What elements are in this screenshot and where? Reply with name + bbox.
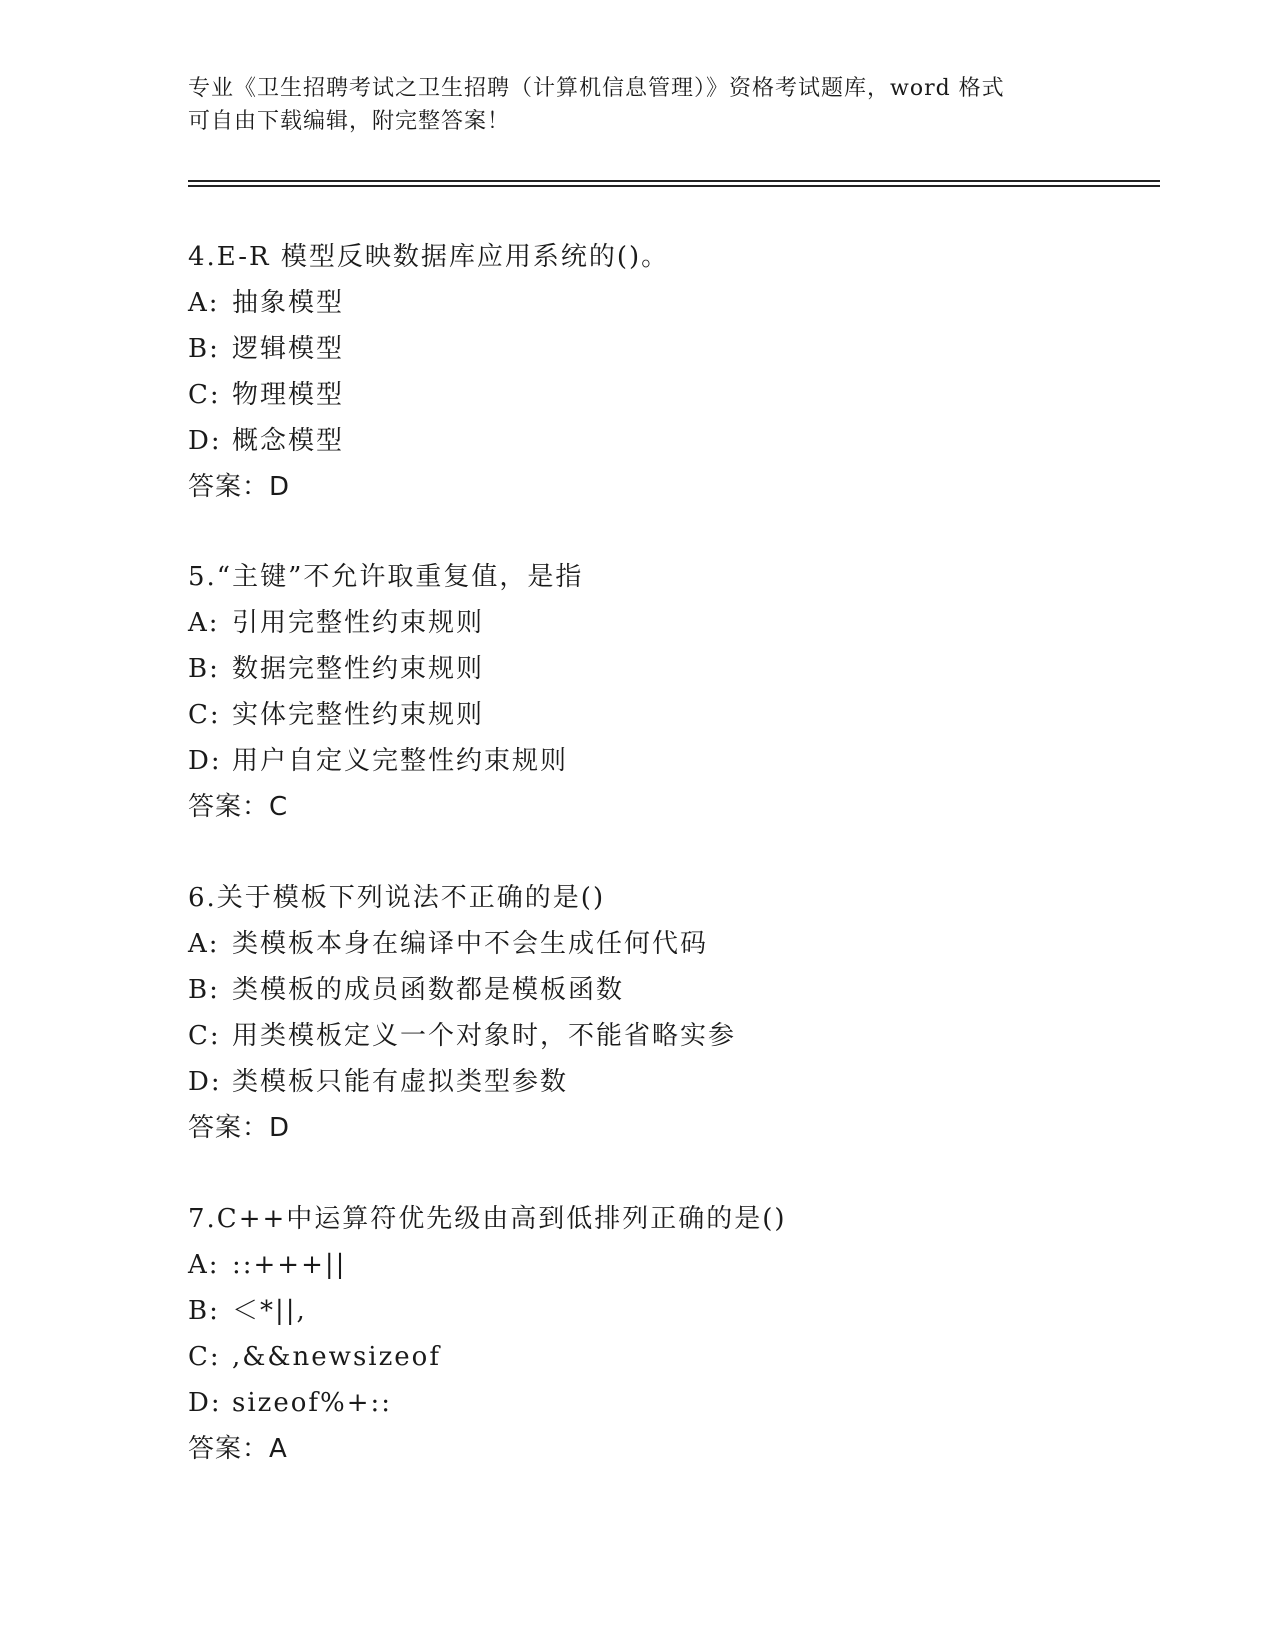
option-text: ::+++|| — [232, 1250, 347, 1280]
option-a — [188, 921, 1148, 967]
option-b — [188, 967, 1148, 1013]
option-c — [188, 372, 1148, 418]
header-divider-top — [188, 180, 1160, 182]
question-stem: 7.C++中运算符优先级由高到低排列正确的是() — [188, 1204, 787, 1234]
option-c — [188, 692, 1148, 738]
option-text: 类模板的成员函数都是模板函数 — [232, 975, 625, 1005]
option-letter: B: — [188, 1296, 220, 1326]
option-a — [188, 280, 1148, 326]
option-b — [188, 646, 1148, 692]
answer: 答案：D — [188, 472, 291, 502]
option-text: 物理模型 — [232, 380, 345, 410]
option-d — [188, 418, 1148, 464]
answer: 答案：D — [188, 1113, 291, 1143]
option-letter: A: — [188, 288, 220, 318]
option-letter: B: — [188, 975, 220, 1005]
header-line-2: 可自由下载编辑，附完整答案！ — [188, 109, 511, 134]
document-header — [188, 72, 1088, 138]
option-text: 用类模板定义一个对象时，不能省略实参 — [232, 1021, 737, 1051]
question-7 — [188, 1196, 1148, 1472]
option-a — [188, 1242, 1148, 1288]
option-a — [188, 600, 1148, 646]
option-b — [188, 1288, 1148, 1334]
question-stem: 5.“主键”不允许取重复值，是指 — [188, 562, 584, 592]
option-letter: C: — [188, 1021, 221, 1051]
option-letter: C: — [188, 1342, 221, 1372]
option-text: sizeof%+:: — [232, 1388, 393, 1418]
option-letter: A: — [188, 1250, 220, 1280]
option-letter: B: — [188, 654, 220, 684]
option-letter: C: — [188, 380, 221, 410]
header-line-1: 专业《卫生招聘考试之卫生招聘（计算机信息管理）》资格考试题库，word 格式 — [188, 76, 1005, 101]
option-letter: A: — [188, 929, 220, 959]
option-d — [188, 1380, 1148, 1426]
option-text: 数据完整性约束规则 — [232, 654, 485, 684]
option-d — [188, 1059, 1148, 1105]
option-c — [188, 1013, 1148, 1059]
option-text: 类模板只能有虚拟类型参数 — [232, 1067, 569, 1097]
option-letter: C: — [188, 700, 221, 730]
question-5 — [188, 554, 1148, 830]
answer: 答案：A — [188, 1434, 288, 1464]
question-6 — [188, 875, 1148, 1151]
question-stem: 4.E-R 模型反映数据库应用系统的()。 — [188, 242, 670, 272]
option-b — [188, 326, 1148, 372]
option-text: 用户自定义完整性约束规则 — [232, 746, 569, 776]
header-divider-bottom — [188, 185, 1160, 187]
option-text: ＜*||, — [232, 1296, 307, 1326]
option-text: 概念模型 — [232, 426, 345, 456]
option-c — [188, 1334, 1148, 1380]
option-d — [188, 738, 1148, 784]
option-letter: B: — [188, 334, 220, 364]
option-letter: D: — [188, 1388, 222, 1418]
option-text: 抽象模型 — [232, 288, 345, 318]
option-text: ,&&newsizeof — [232, 1342, 441, 1372]
option-letter: D: — [188, 426, 222, 456]
option-letter: A: — [188, 608, 220, 638]
option-text: 类模板本身在编译中不会生成任何代码 — [232, 929, 709, 959]
answer: 答案：C — [188, 792, 289, 822]
option-letter: D: — [188, 1067, 222, 1097]
question-4 — [188, 234, 1148, 510]
question-stem: 6.关于模板下列说法不正确的是() — [188, 883, 606, 913]
option-text: 实体完整性约束规则 — [232, 700, 485, 730]
option-text: 引用完整性约束规则 — [232, 608, 485, 638]
option-letter: D: — [188, 746, 222, 776]
option-text: 逻辑模型 — [232, 334, 345, 364]
